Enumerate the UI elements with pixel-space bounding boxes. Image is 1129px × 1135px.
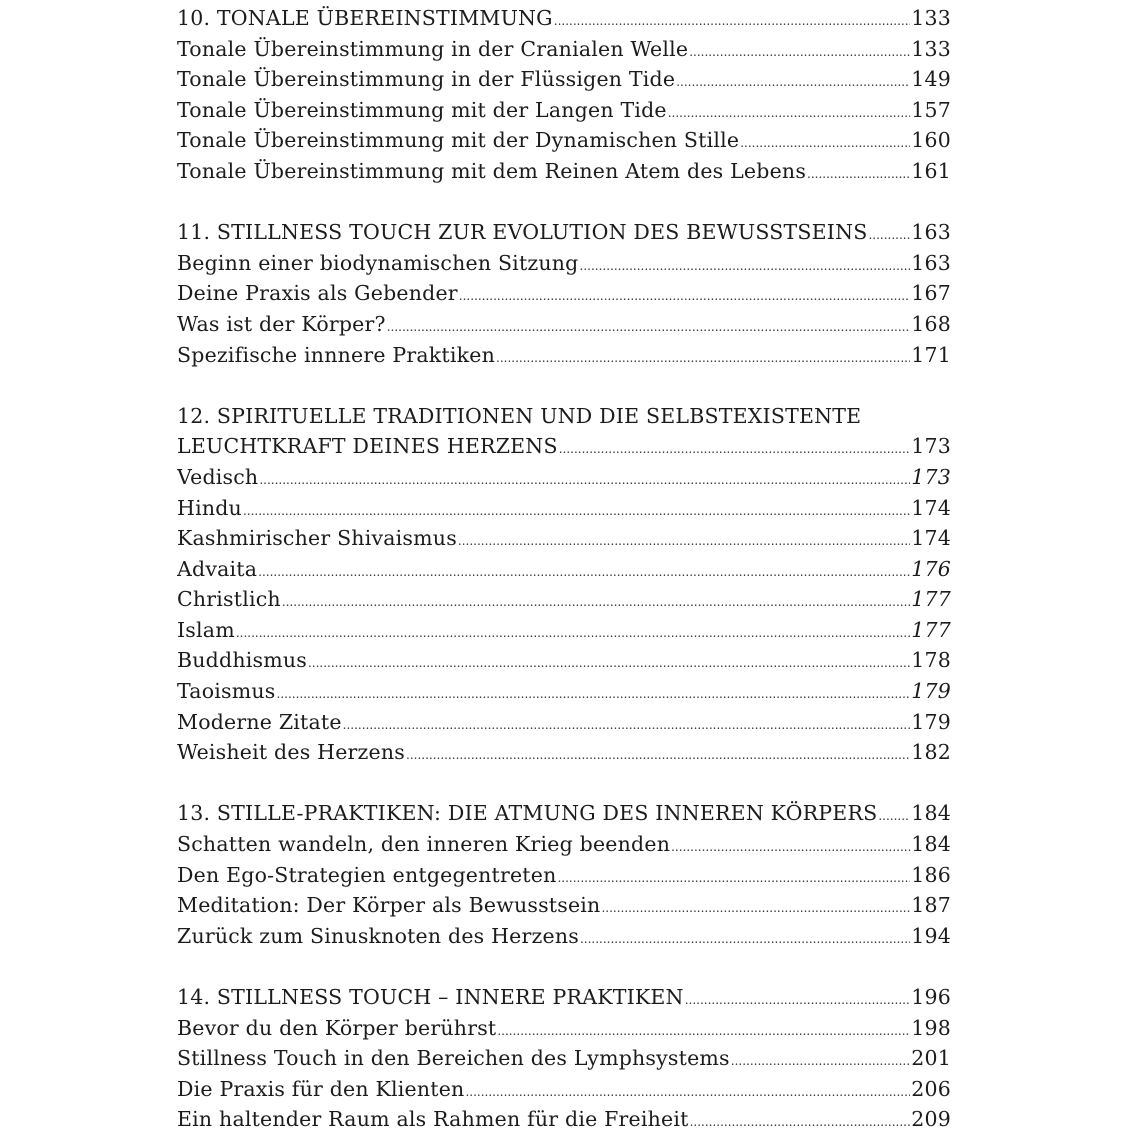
dot-leader <box>308 648 910 676</box>
dot-leader <box>387 312 911 340</box>
toc-entry[interactable] <box>177 1104 951 1135</box>
page-number: 184 <box>911 801 951 826</box>
page-number: 178 <box>911 648 951 673</box>
chapter-title-line: 12. SPIRITUELLE TRADITIONEN UND DIE SELBSTEXISTENTE <box>177 403 862 428</box>
entry-title: Zurück zum Sinusknoten des Herzens <box>177 923 579 948</box>
chapter-block <box>177 798 951 951</box>
dot-leader <box>878 801 910 829</box>
toc-entry[interactable] <box>177 1074 951 1105</box>
page-number: 163 <box>911 220 951 245</box>
toc-entry[interactable] <box>177 615 951 646</box>
dot-leader <box>282 587 910 615</box>
toc-entry[interactable] <box>177 309 951 340</box>
entry-title: Advaita <box>177 556 258 581</box>
toc-entry[interactable] <box>177 248 951 279</box>
entry-title: Den Ego-Strategien entgegentreten <box>177 862 557 887</box>
entry-title: Ein haltender Raum als Rahmen für die Freiheit <box>177 1107 689 1132</box>
chapter-heading[interactable] <box>177 798 951 829</box>
dot-leader <box>580 924 910 952</box>
page-number: 187 <box>911 893 951 918</box>
entry-title: Tonale Übereinstimmung mit der Langen Tide <box>177 97 667 122</box>
page-number: 149 <box>911 67 951 92</box>
dot-leader <box>807 159 910 187</box>
entry-title: Schatten wandeln, den inneren Krieg beenden <box>177 832 671 857</box>
entry-title: Beginn einer biodynamischen Sitzung <box>177 250 579 275</box>
dot-leader <box>731 1046 910 1074</box>
toc-entry[interactable] <box>177 921 951 952</box>
chapter-title: LEUCHTKRAFT DEINES HERZENS <box>177 434 558 459</box>
toc-entry[interactable] <box>177 493 951 524</box>
toc-entry[interactable] <box>177 860 951 891</box>
toc-entry[interactable] <box>177 462 951 493</box>
chapter-heading[interactable] <box>177 3 951 34</box>
chapter-heading[interactable] <box>177 431 951 462</box>
dot-leader <box>343 710 911 738</box>
entry-title: Taoismus <box>177 679 276 704</box>
toc-entry[interactable] <box>177 64 951 95</box>
page-number: 174 <box>911 495 951 520</box>
toc-entry[interactable] <box>177 1013 951 1044</box>
dot-leader <box>685 985 911 1013</box>
entry-title: Vedisch <box>177 464 259 489</box>
chapter-block <box>177 401 951 768</box>
page-number: 167 <box>911 281 951 306</box>
page-number: 161 <box>911 158 951 183</box>
page-number: 168 <box>911 311 951 336</box>
page-number: 133 <box>911 6 951 30</box>
dot-leader <box>236 618 910 646</box>
toc-entry[interactable] <box>177 156 951 187</box>
toc-entry[interactable] <box>177 645 951 676</box>
page-number: 179 <box>911 679 951 704</box>
dot-leader <box>601 893 910 921</box>
toc-entry[interactable] <box>177 890 951 921</box>
entry-title: Kashmirischer Shivaismus <box>177 526 457 551</box>
dot-leader <box>458 526 910 554</box>
dot-leader <box>258 557 910 585</box>
page-number: 209 <box>911 1107 951 1132</box>
entry-title: Stillness Touch in den Bereichen des Lymphsystems <box>177 1046 730 1071</box>
entry-title: Moderne Zitate <box>177 709 342 734</box>
page-number: 198 <box>911 1015 951 1040</box>
page-number: 182 <box>911 740 951 765</box>
page-number: 171 <box>911 342 951 367</box>
page-number: 186 <box>911 862 951 887</box>
dot-leader <box>277 679 911 707</box>
toc-entry[interactable] <box>177 737 951 768</box>
page-number: 177 <box>911 587 951 612</box>
entry-title: Tonale Übereinstimmung in der Flüssigen Tide <box>177 67 676 92</box>
toc-entry[interactable] <box>177 523 951 554</box>
page-number: 173 <box>911 434 951 459</box>
toc-entry[interactable] <box>177 829 951 860</box>
entry-title: Christlich <box>177 587 281 612</box>
page-number: 184 <box>911 832 951 857</box>
page-number: 179 <box>911 709 951 734</box>
toc-entry[interactable] <box>177 1043 951 1074</box>
entry-title: Tonale Übereinstimmung mit der Dynamischen Stille <box>177 128 740 153</box>
toc-entry[interactable] <box>177 584 951 615</box>
page-number: 174 <box>911 526 951 551</box>
entry-title: Weisheit des Herzens <box>177 740 406 765</box>
dot-leader <box>259 465 910 493</box>
page-number: 133 <box>911 36 951 61</box>
toc-entry[interactable] <box>177 554 951 585</box>
entry-title: Was ist der Körper? <box>177 311 386 336</box>
chapter-title: 14. STILLNESS TOUCH – INNERE PRAKTIKEN <box>177 985 684 1009</box>
dot-leader <box>559 434 911 462</box>
dot-leader <box>465 1077 910 1105</box>
page-number: 206 <box>911 1076 951 1101</box>
page-number: 176 <box>911 556 951 581</box>
dot-leader <box>459 281 910 309</box>
chapter-title: 11. STILLNESS TOUCH ZUR EVOLUTION DES BEWUSSTSEINS <box>177 220 868 245</box>
chapter-block <box>177 217 951 370</box>
chapter-heading[interactable] <box>177 217 951 248</box>
chapter-heading[interactable] <box>177 982 951 1013</box>
page-number: 163 <box>911 250 951 275</box>
toc-entry[interactable] <box>177 676 951 707</box>
entry-title: Hindu <box>177 495 242 520</box>
dot-leader <box>690 1107 911 1135</box>
chapter-title: 10. TONALE ÜBEREINSTIMMUNG <box>177 6 553 30</box>
dot-leader <box>740 128 910 156</box>
toc-entry[interactable] <box>177 125 951 156</box>
toc-entry[interactable] <box>177 34 951 65</box>
dot-leader <box>868 220 910 248</box>
entry-title: Bevor du den Körper berührst <box>177 1015 497 1040</box>
page-number: 201 <box>911 1046 951 1071</box>
entry-title: Tonale Übereinstimmung mit dem Reinen Atem des Lebens <box>177 158 807 183</box>
toc-entry[interactable] <box>177 340 951 371</box>
toc-entry[interactable] <box>177 95 951 126</box>
table-of-contents <box>177 3 951 1135</box>
page-number: 173 <box>911 464 951 489</box>
dot-leader <box>671 832 910 860</box>
entry-title: Islam <box>177 617 235 642</box>
chapter-block <box>177 982 951 1135</box>
dot-leader <box>554 6 911 34</box>
entry-title: Deine Praxis als Gebender <box>177 281 458 306</box>
toc-entry[interactable] <box>177 707 951 738</box>
page-number: 194 <box>911 923 951 948</box>
chapter-block <box>177 3 951 187</box>
dot-leader <box>497 1016 910 1044</box>
dot-leader <box>689 37 910 65</box>
dot-leader <box>676 67 910 95</box>
dot-leader <box>557 863 910 891</box>
dot-leader <box>406 740 910 768</box>
dot-leader <box>580 251 911 279</box>
dot-leader <box>496 343 910 371</box>
entry-title: Die Praxis für den Klienten <box>177 1076 465 1101</box>
entry-title: Spezifische innnere Praktiken <box>177 342 495 367</box>
entry-title: Meditation: Der Körper als Bewusstsein <box>177 893 601 918</box>
dot-leader <box>668 98 911 126</box>
page-number: 157 <box>911 97 951 122</box>
toc-entry[interactable] <box>177 278 951 309</box>
entry-title: Buddhismus <box>177 648 307 673</box>
entry-title: Tonale Übereinstimmung in der Cranialen Welle <box>177 36 689 61</box>
page-number: 177 <box>911 617 951 642</box>
dot-leader <box>243 496 910 524</box>
page-number: 160 <box>911 128 951 153</box>
page-number: 196 <box>911 985 951 1009</box>
chapter-title: 13. STILLE-PRAKTIKEN: DIE ATMUNG DES INNEREN KÖRPERS <box>177 801 878 826</box>
